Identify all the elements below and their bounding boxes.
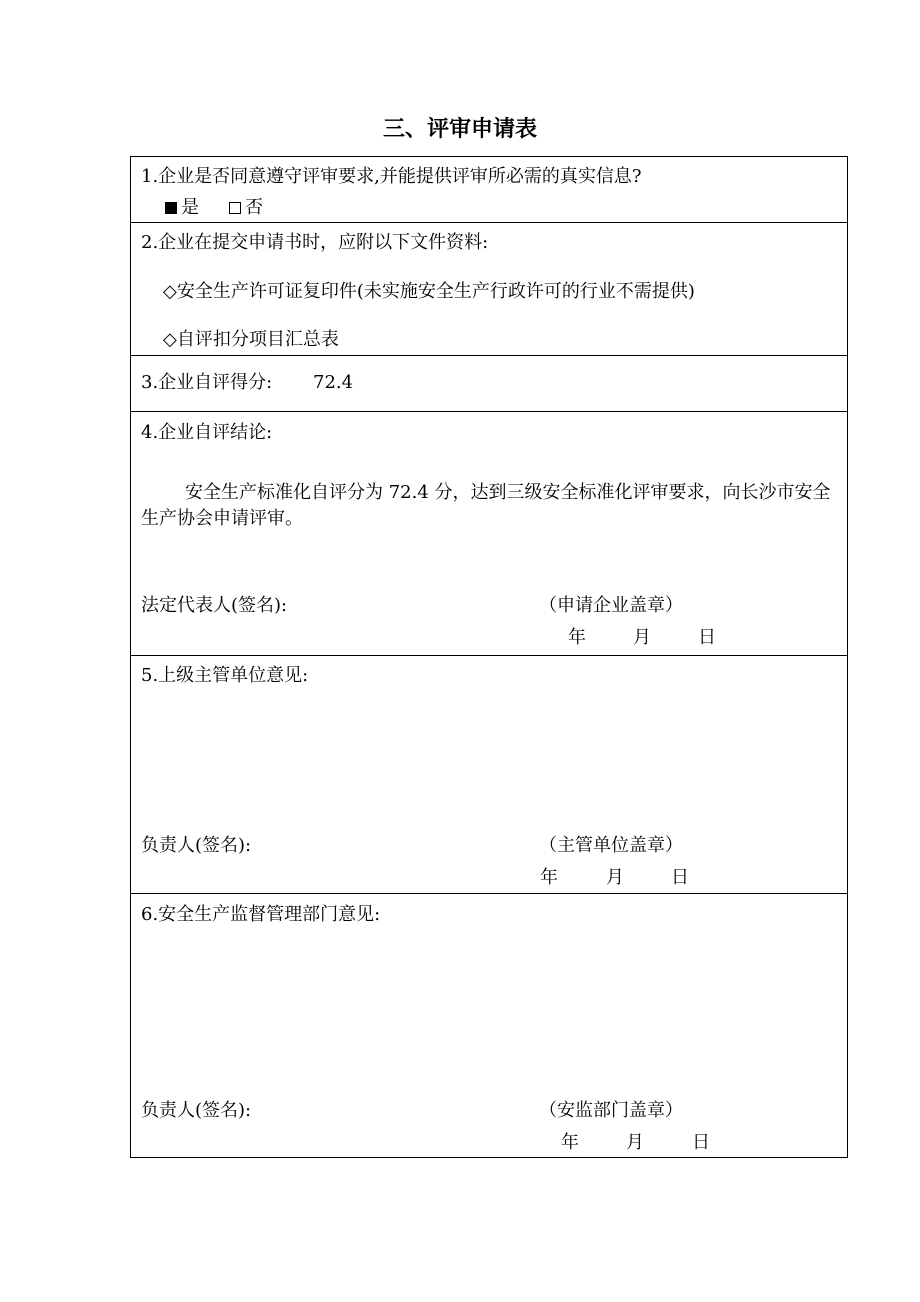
section-4-conclusion (131, 412, 847, 656)
section-3-label: 3.企业自评得分: (141, 372, 273, 393)
attachment-item: ◇安全生产许可证复印件(未实施安全生产行政许可的行业不需提供) (163, 281, 695, 302)
option-yes[interactable] (165, 197, 199, 219)
option-no[interactable] (229, 197, 263, 219)
date-year: 年 (540, 867, 558, 888)
section-1-agreement (131, 157, 847, 223)
page-title: 三、评审申请表 (382, 117, 537, 142)
section-5-supervisor-opinion (131, 656, 847, 894)
section-2-attachments (131, 223, 847, 356)
section-5-label: 5.上级主管单位意见: (141, 665, 309, 686)
section-6-safety-dept-opinion (131, 894, 847, 1157)
conclusion-text: 安全生产标准化自评分为 72.4 分，达到三级安全标准化评审要求，向长沙市安全生产协会申请评审。 (141, 482, 831, 529)
date-year: 年 (568, 627, 586, 648)
date-month: 月 (606, 867, 624, 888)
section-4-label: 4.企业自评结论: (141, 422, 273, 443)
date-day: 日 (698, 627, 716, 648)
section-1-question: 1.企业是否同意遵守评审要求,并能提供评审所必需的真实信息? (141, 166, 642, 187)
application-form-table (130, 156, 848, 1158)
date-day: 日 (671, 867, 689, 888)
seal-label: （主管单位盖章） (539, 835, 683, 856)
section-2-question: 2.企业在提交申请书时，应附以下文件资料: (141, 232, 489, 253)
section-6-label: 6.安全生产监督管理部门意见: (141, 904, 381, 925)
supervisor-signature-label: 负责人(签名): (141, 835, 252, 856)
seal-label: （安监部门盖章） (539, 1100, 683, 1121)
attachment-item: ◇自评扣分项目汇总表 (163, 329, 339, 350)
date-year: 年 (561, 1132, 579, 1153)
legal-rep-signature-label: 法定代表人(签名): (141, 595, 288, 616)
checkbox-checked-icon[interactable] (165, 202, 177, 214)
date-month: 月 (626, 1132, 644, 1153)
self-score-value: 72.4 (313, 372, 354, 393)
checkbox-empty-icon[interactable] (229, 202, 241, 214)
date-month: 月 (633, 627, 651, 648)
option-no-label: 否 (245, 197, 263, 218)
option-yes-label: 是 (181, 197, 199, 218)
date-day: 日 (692, 1132, 710, 1153)
seal-label: （申请企业盖章） (539, 595, 683, 616)
dept-signature-label: 负责人(签名): (141, 1100, 252, 1121)
section-3-score (131, 356, 847, 412)
